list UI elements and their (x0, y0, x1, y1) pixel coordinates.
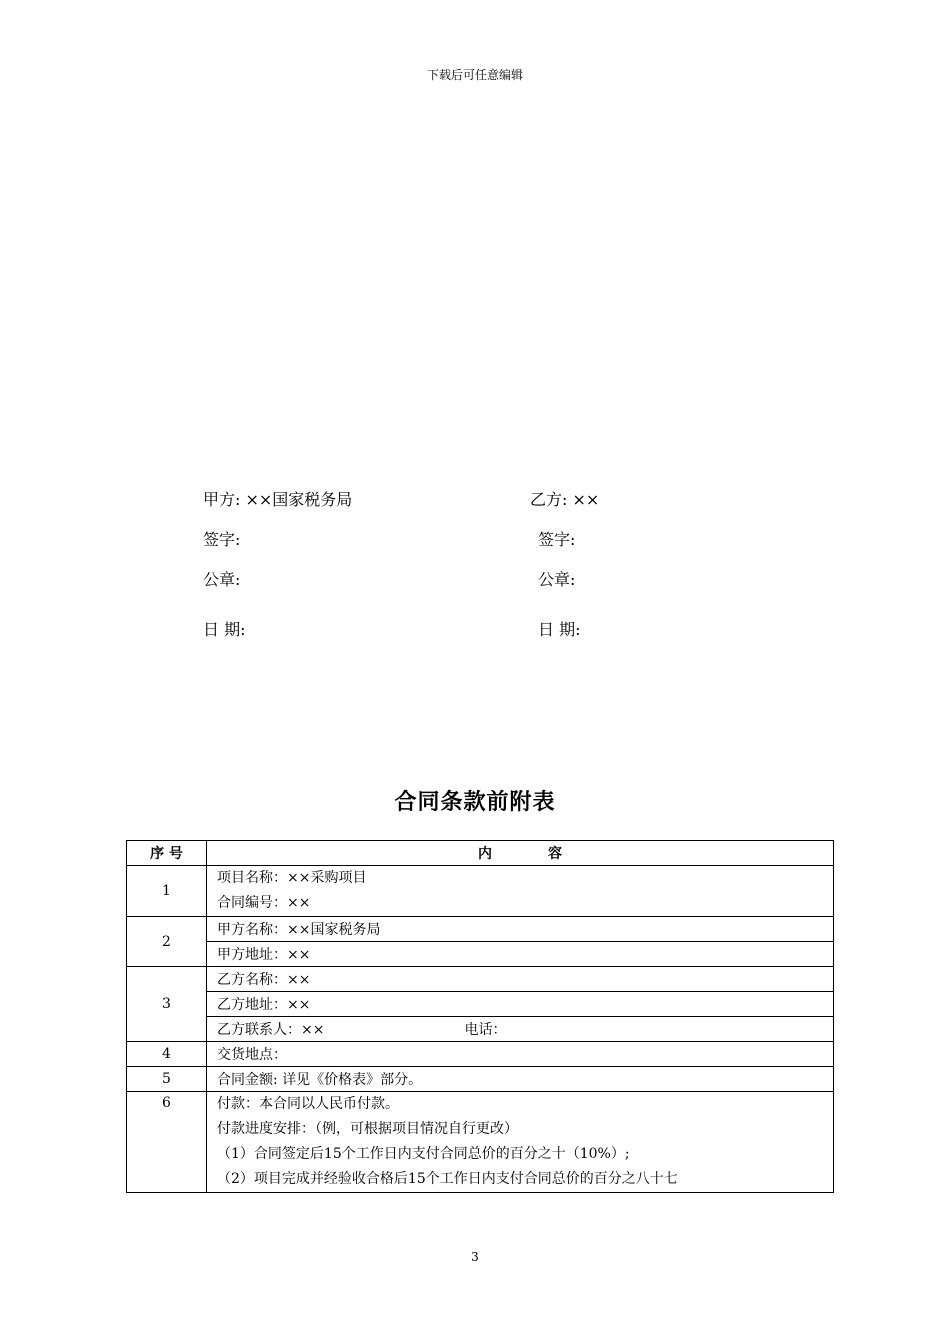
party-a-sign: 签字: (203, 530, 241, 549)
party-a-date: 日 期: (203, 620, 246, 639)
payment-line: （1）合同签定后15个工作日内支付合同总价的百分之十（10%）; (217, 1146, 630, 1162)
party-a-addr: 甲方地址：×× (207, 942, 834, 967)
table-row (127, 917, 834, 942)
row-number: 1 (127, 866, 207, 917)
project-name: 项目名称：××采购项目 (217, 870, 367, 886)
table-row (127, 1042, 834, 1067)
payment-line: （2）项目完成并经验收合格后15个工作日内支付合同总价的百分之八十七 (217, 1171, 678, 1187)
row-number: 5 (127, 1067, 207, 1092)
party-b-sign: 签字: (538, 530, 576, 549)
party-a-seal: 公章: (203, 570, 241, 589)
party-b-contact: 乙方联系人：×× (217, 1022, 325, 1038)
row-number: 4 (127, 1042, 207, 1067)
party-b-addr: 乙方地址：×× (207, 992, 834, 1017)
party-b-label: 乙方: ×× (530, 490, 600, 509)
phone-label: 电话： (464, 1022, 507, 1038)
party-b-name: 乙方名称：×× (207, 967, 834, 992)
terms-table (126, 840, 834, 1193)
payment-line: 付款进度安排：（例，可根据项目情况自行更改） (217, 1121, 518, 1137)
contract-amount: 合同金额: 详见《价格表》部分。 (207, 1067, 834, 1092)
contract-no: 合同编号：×× (217, 895, 311, 911)
table-row (127, 866, 834, 917)
table-row (127, 1067, 834, 1092)
table-row (127, 942, 834, 967)
party-b-seal: 公章: (538, 570, 576, 589)
party-b-contact-cell (207, 1017, 834, 1042)
header-no: 序 号 (127, 841, 207, 866)
party-a-label: 甲方: ××国家税务局 (203, 490, 353, 509)
table-row (127, 1092, 834, 1193)
header-content: 内 容 (207, 841, 834, 866)
row-number: 6 (127, 1092, 207, 1193)
page-number: 3 (471, 1250, 479, 1264)
payment-line: 付款：本合同以人民币付款。 (217, 1096, 399, 1112)
delivery-location: 交货地点： (207, 1042, 834, 1067)
page-title: 合同条款前附表 (394, 790, 556, 815)
party-a-name: 甲方名称：××国家税务局 (207, 917, 834, 942)
table-header-row (127, 841, 834, 866)
row-number: 3 (127, 967, 207, 1042)
table-row (127, 1017, 834, 1042)
table-row (127, 967, 834, 992)
row-number: 2 (127, 917, 207, 967)
row-content (207, 866, 834, 917)
table-row (127, 992, 834, 1017)
header-note: 下载后可任意编辑 (426, 68, 523, 82)
payment-terms (207, 1092, 834, 1193)
party-b-date: 日 期: (538, 620, 581, 639)
